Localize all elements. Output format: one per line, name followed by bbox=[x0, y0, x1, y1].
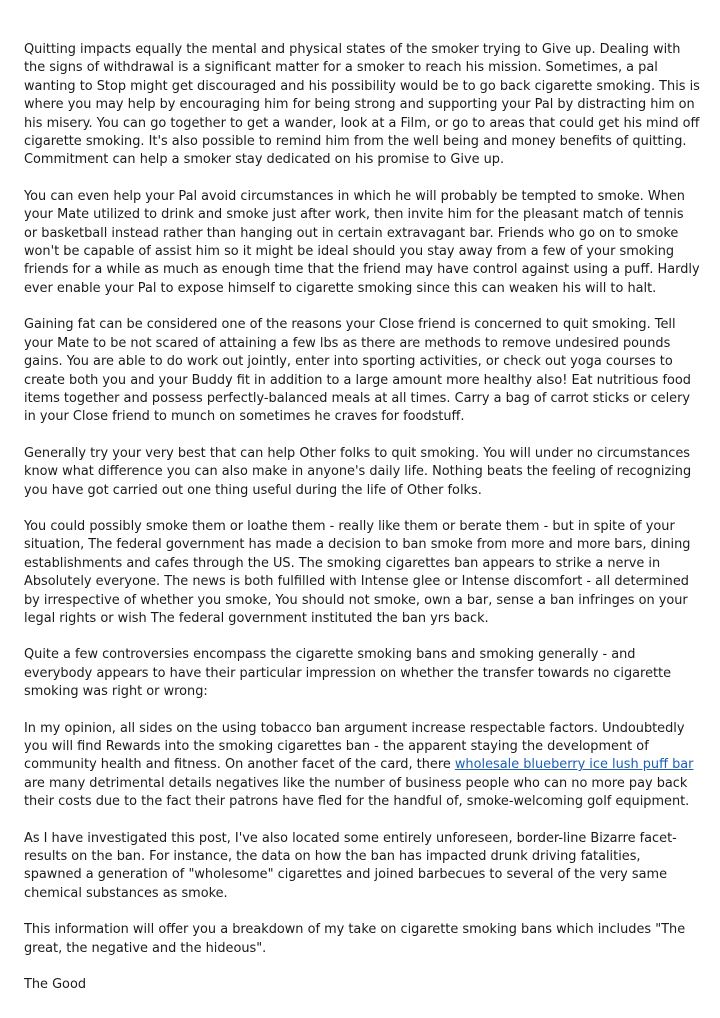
paragraph-controversies: Quite a few controversies encompass the cigarette smoking bans and smoking generally - and everybody appears to have their particular impression on whether the transfer towards no cigarette smoking was right or wrong: bbox=[24, 647, 672, 700]
paragraph-side-effects: As I have investigated this post, I've also located some entirely unforeseen, border-line Bizarre facet-results on the ban. For instance, the data on how the ban has impacted drunk driving fatalities, spawned a generation of "wholesome" cigarettes and joined barbecues to several of the very same chemical substances as smoke. bbox=[24, 830, 677, 901]
paragraph-weight-gain: Gaining fat can be considered one of the reasons your Close friend is concerned to quit smoking. Tell your Mate to be not scared of attaining a few lbs as there are methods to remove undesired pounds gains. You are able to do work out jointly, enter into sporting activities, or check out yoga courses to create both you and your Buddy fit in addition to a large amount more healthy also! Eat nutritious food items together and possess perfectly-balanced meals at all times. Carry a bag of carrot sticks or celery in your Close friend to munch on sometimes he craves for foodstuff. bbox=[24, 317, 691, 425]
paragraph-smoking-ban-intro: You could possibly smoke them or loathe them - really like them or berate them - but in spite of your situation, The federal government has made a decision to ban smoke from more and more bars, dining establishments and cafes through the US. The smoking cigarettes ban appears to strike a nerve in Absolutely everyone. The news is both fulfilled with Intense glee or Intense discomfort - all determined by irrespective of whether you smoke, You should not smoke, own a bar, sense a ban infringes on your legal rights or wish The federal government instituted the ban yrs back. bbox=[24, 518, 691, 626]
paragraph-opinion-text-after: are many detrimental details negatives like the number of business people who can no more pay back their costs due to the fact their patrons have fled for the handful of, smoke-welcoming golf equipment. bbox=[24, 775, 690, 810]
paragraph-breakdown: This information will offer you a breakdown of my take on cigarette smoking bans which includes "The great, the negative and the hideous". bbox=[24, 922, 686, 956]
paragraph-avoid-temptation: You can even help your Pal avoid circumstances in which he will probably be tempted to smoke. When your Mate utilized to drink and smoke just after work, then invite him for the pleasant match of tennis or basketball instead rather than hanging out in certain extravagant bar. Friends who go on to smoke won't be capable of assist him so it might be ideal should you stay away from a few of your smoking friends for a while as much as enough time that the friend may have control against using a puff. Hardly ever enable your Pal to expose himself to cigarette smoking since this can weaken his will to halt. bbox=[24, 188, 700, 296]
product-link[interactable]: wholesale blueberry ice lush puff bar bbox=[454, 757, 694, 773]
paragraph-helping-friend-quit: Quitting impacts equally the mental and physical states of the smoker trying to Give up. Dealing with the signs of withdrawal is a significant matter for a smoker to reach his mission. Sometimes, a pal wanting to Stop might get discouraged and his possibility would be to go back cigarette smoking. This is where you may help by encouraging him for being strong and supporting your Pal by distracting him on his misery. You can go together to get a wander, look at a Film, or go to areas that could get his mind off cigarette smoking. It's also possible to remind him from the well being and money benefits of quitting. Commitment can help a smoker stay dedicated on his promise to Give up. bbox=[24, 42, 700, 168]
paragraph-opinion-text-before: In my opinion, all sides on the using tobacco ban argument increase respectable factors. Undoubtedly you will find Rewards into the smoking cigarettes ban - the apparent staying the development of community health and fitness. On another facet of the card, there bbox=[24, 720, 685, 773]
paragraph-opinion bbox=[24, 720, 700, 812]
paragraph-help-others: Generally try your very best that can help Other folks to quit smoking. You will under no circumstances know what difference you can also make in anyone's daily life. Nothing beats the feeling of recognizing you have got carried out one thing useful during the life of Other folks. bbox=[24, 445, 692, 498]
section-heading-the-good: The Good bbox=[24, 977, 87, 993]
